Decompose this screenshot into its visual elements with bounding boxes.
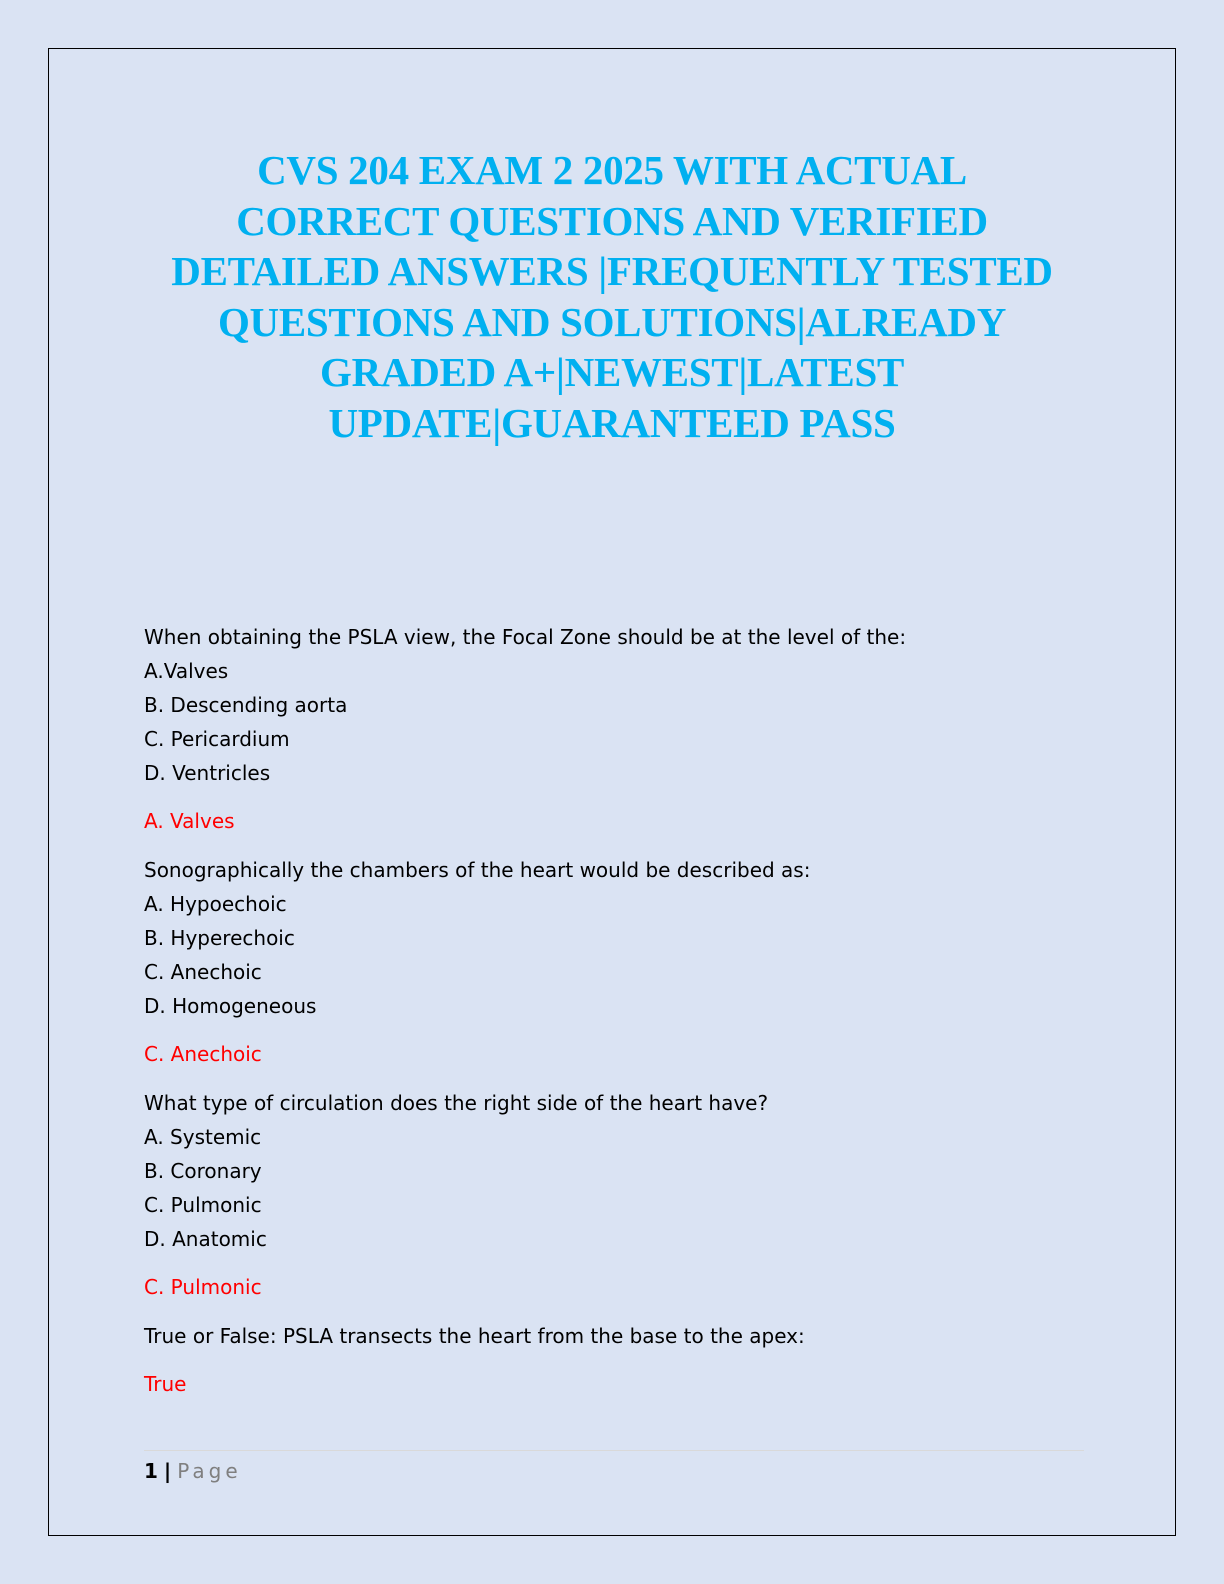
title-line: DETAILED ANSWERS |FREQUENTLY TESTED: [171, 248, 1053, 294]
title-line: GRADED A+|NEWEST|LATEST: [320, 349, 904, 395]
title-line: CORRECT QUESTIONS AND VERIFIED: [236, 197, 988, 244]
answer-text: C. Anechoic: [144, 1042, 262, 1066]
option-c: C. Anechoic: [144, 960, 262, 984]
page-label: Page: [177, 1459, 242, 1483]
page-number: 1: [144, 1459, 158, 1483]
title-line: UPDATE|GUARANTEED PASS: [328, 399, 896, 446]
option-b: B. Hyperechoic: [144, 926, 295, 950]
question-text: Sonographically the chambers of the heart would be described as:: [144, 858, 811, 882]
question-block-4: [144, 1319, 1084, 1401]
page-footer: [144, 1454, 242, 1488]
title-line: CVS 204 EXAM 2 2025 WITH ACTUAL: [257, 147, 967, 193]
question-text: When obtaining the PSLA view, the Focal Zone should be at the level of the:: [144, 625, 907, 649]
option-a: A. Hypoechoic: [144, 892, 287, 916]
document-title: [130, 145, 1094, 448]
option-a: A. Systemic: [144, 1125, 262, 1149]
question-block-2: [144, 853, 1084, 1071]
option-a: A.Valves: [144, 659, 229, 683]
answer-text: C. Pulmonic: [144, 1275, 262, 1299]
answer-text: A. Valves: [144, 809, 235, 833]
option-d: D. Anatomic: [144, 1227, 267, 1251]
footer-separator: |: [163, 1459, 172, 1483]
option-c: C. Pericardium: [144, 727, 290, 751]
option-b: B. Coronary: [144, 1159, 262, 1183]
question-text: What type of circulation does the right side of the heart have?: [144, 1091, 769, 1115]
answer-text: True: [144, 1372, 187, 1396]
question-block-3: [144, 1086, 1084, 1304]
question-block-1: [144, 620, 1084, 838]
option-c: C. Pulmonic: [144, 1193, 262, 1217]
option-d: D. Homogeneous: [144, 994, 317, 1018]
questions-section: [144, 620, 1084, 1416]
option-d: D. Ventricles: [144, 761, 271, 785]
option-b: B. Descending aorta: [144, 693, 348, 717]
footer-divider: [144, 1450, 1084, 1451]
question-text: True or False: PSLA transects the heart from the base to the apex:: [144, 1324, 805, 1348]
title-line: QUESTIONS AND SOLUTIONS|ALREADY: [217, 298, 1007, 345]
